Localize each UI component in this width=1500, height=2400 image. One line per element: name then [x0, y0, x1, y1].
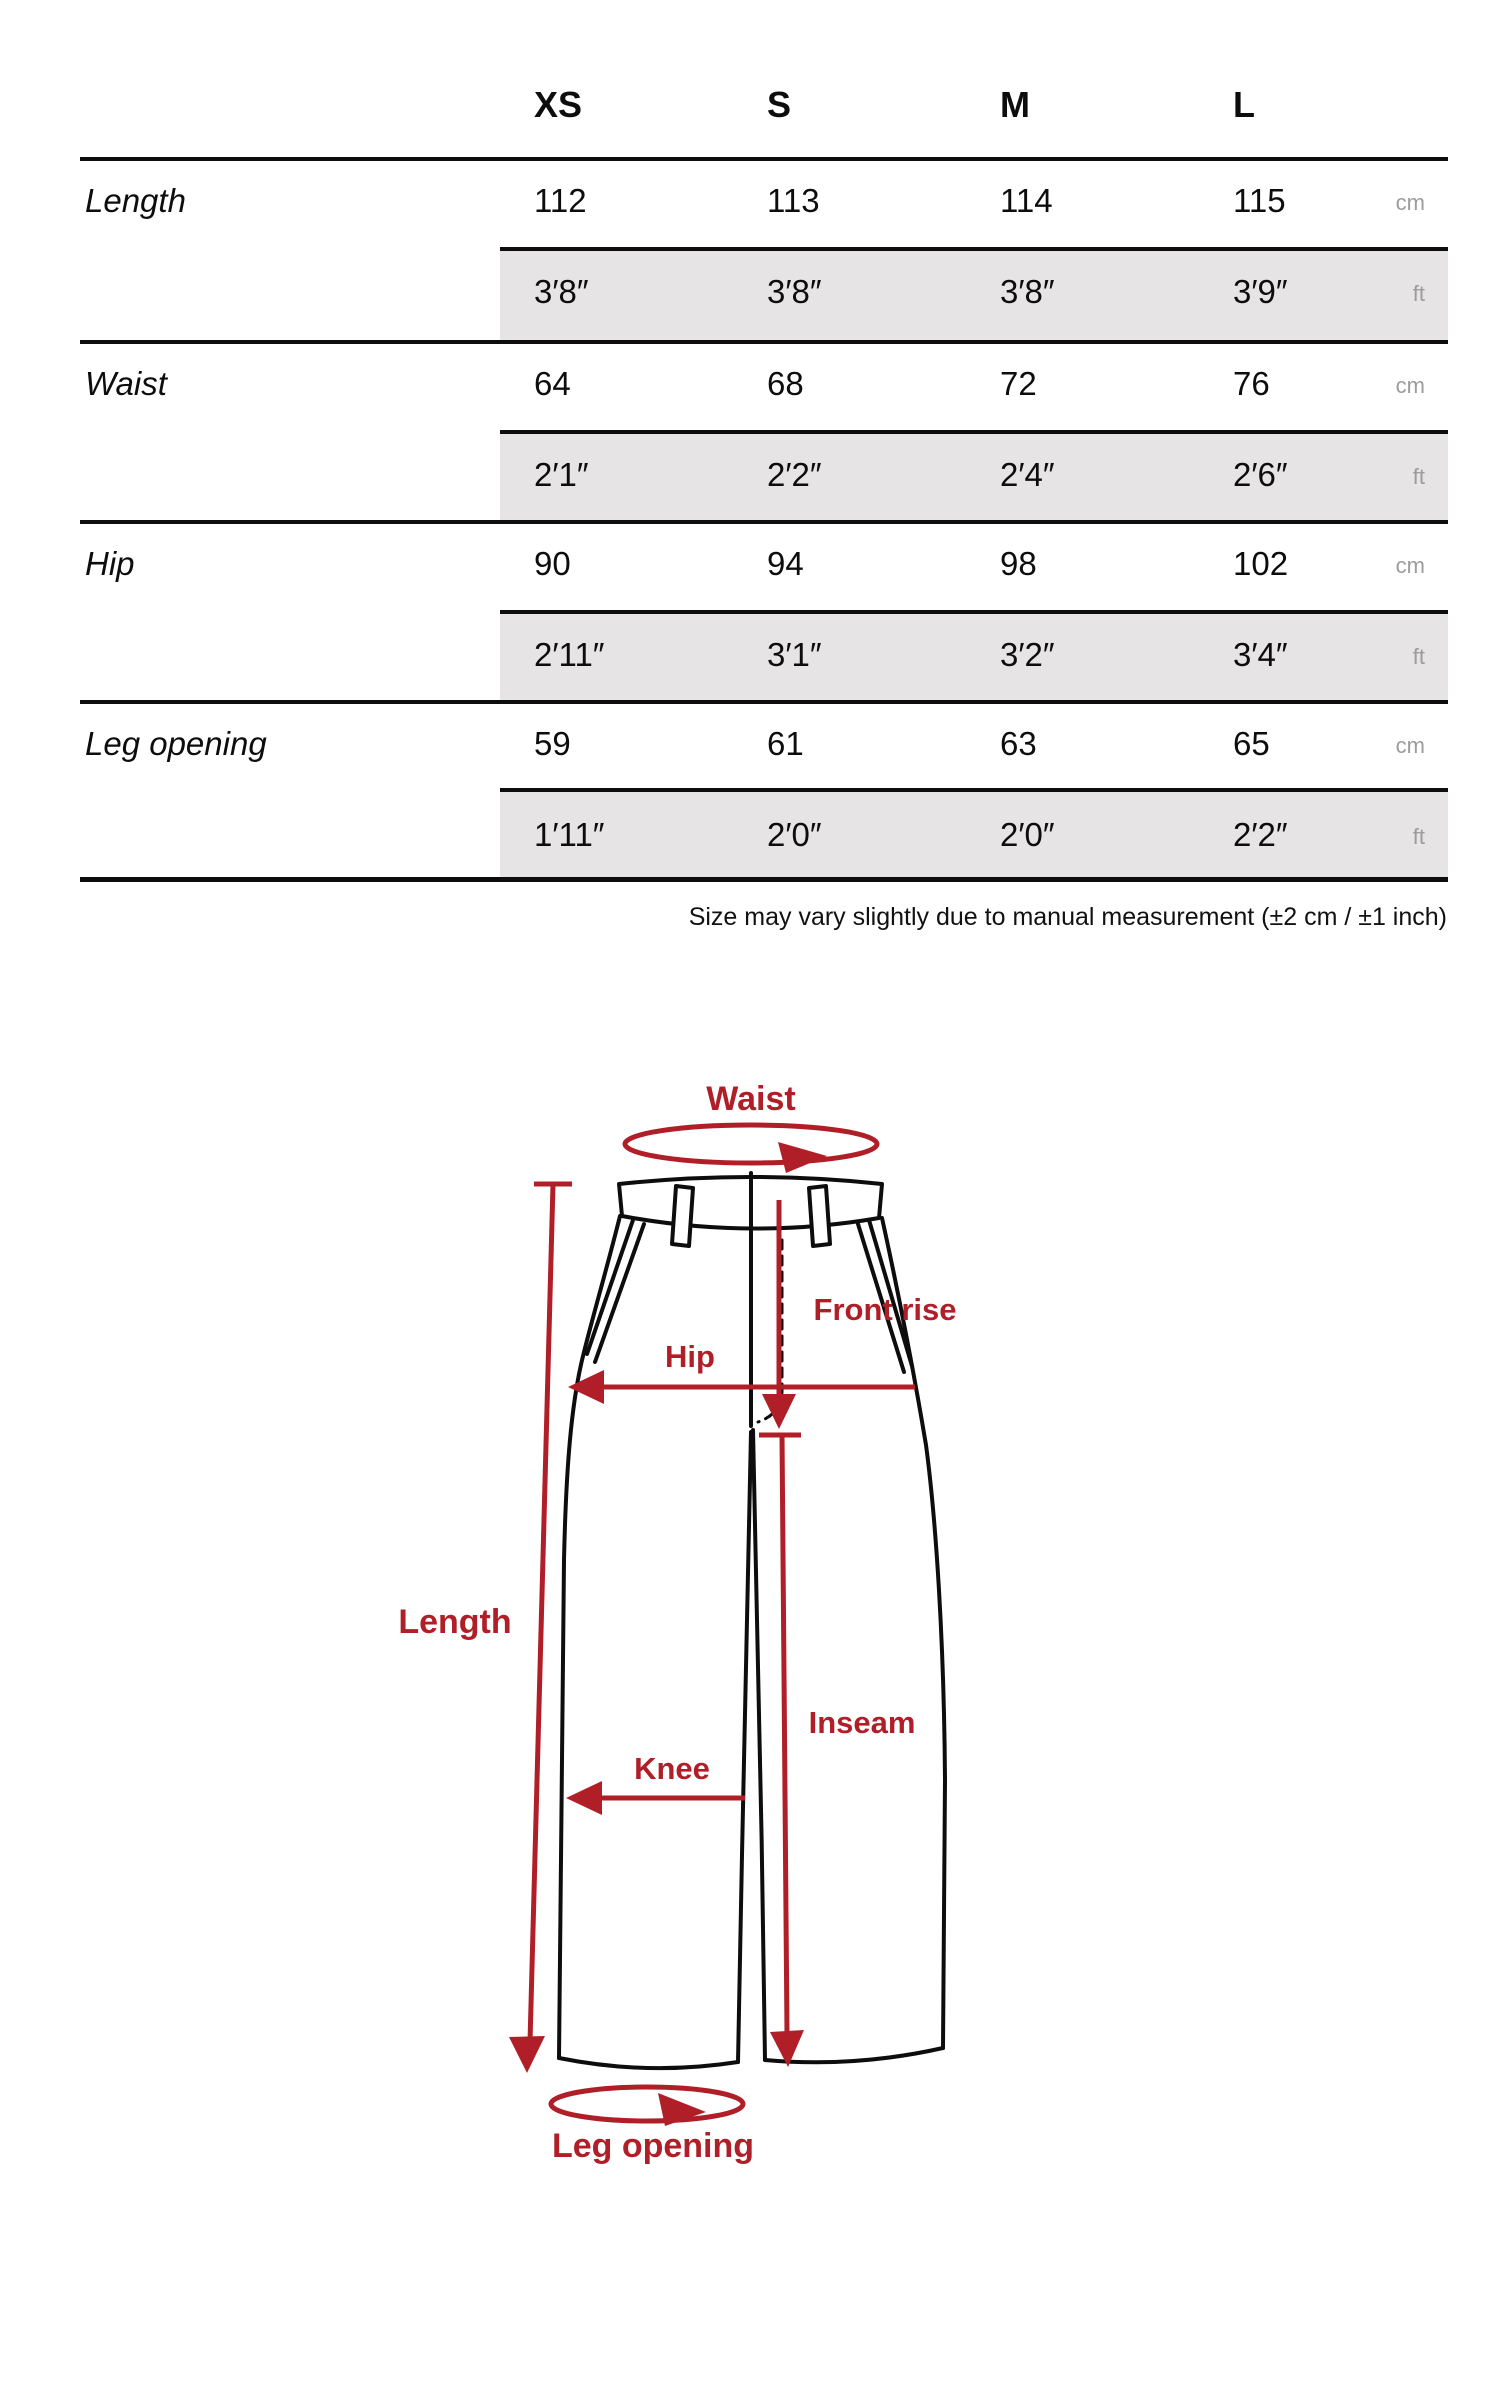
- cell-length-ft-m: 3′8″: [1000, 273, 1055, 310]
- leg-opening-arrow: [551, 2087, 743, 2126]
- column-header-s: S: [767, 84, 792, 125]
- column-header-xs: XS: [534, 84, 583, 125]
- cell-hip-cm-xs: 90: [534, 545, 571, 582]
- cell-hip-ft-s: 3′1″: [767, 636, 822, 673]
- row-label-waist: Waist: [85, 365, 167, 402]
- diagram-label-front-rise: Front rise: [813, 1292, 957, 1327]
- cell-legopening-ft-m: 2′0″: [1000, 816, 1055, 853]
- belt-loop-icon: [809, 1186, 830, 1246]
- cell-waist-ft-s: 2′2″: [767, 456, 822, 493]
- cell-waist-cm-l: 76: [1233, 365, 1270, 402]
- cell-hip-ft-l: 3′4″: [1233, 636, 1288, 673]
- cell-length-ft-l: 3′9″: [1233, 273, 1288, 310]
- arrowhead-down-icon: [762, 1394, 796, 1429]
- inseam-arrow: [770, 1435, 804, 2067]
- arrowhead-left-icon: [566, 1781, 602, 1815]
- cell-legopening-cm-xs: 59: [534, 725, 571, 762]
- cell-hip-ft-m: 3′2″: [1000, 636, 1055, 673]
- cell-legopening-cm-l: 65: [1233, 725, 1270, 762]
- diagram-label-leg-opening: Leg opening: [551, 2127, 755, 2165]
- cell-waist-cm-s: 68: [767, 365, 804, 402]
- cell-legopening-ft-s: 2′0″: [767, 816, 822, 853]
- cell-length-cm-s: 113: [767, 182, 820, 219]
- cell-length-ft-xs: 3′8″: [534, 273, 589, 310]
- cell-length-cm-xs: 112: [534, 182, 587, 219]
- row-label-hip: Hip: [85, 545, 135, 582]
- cell-waist-ft-m: 2′4″: [1000, 456, 1055, 493]
- unit-label-cm: cm: [1395, 733, 1425, 758]
- cell-length-cm-m: 114: [1000, 182, 1053, 219]
- cell-waist-ft-xs: 2′1″: [534, 456, 589, 493]
- unit-label-ft: ft: [1412, 644, 1425, 669]
- cell-legopening-ft-l: 2′2″: [1233, 816, 1288, 853]
- cell-length-cm-l: 115: [1233, 182, 1286, 219]
- cell-hip-ft-xs: 2′11″: [534, 636, 605, 673]
- row-label-leg-opening: Leg opening: [85, 725, 267, 762]
- cell-waist-ft-l: 2′6″: [1233, 456, 1288, 493]
- knee-arrow: [566, 1781, 745, 1815]
- belt-loop-icon: [672, 1186, 693, 1246]
- diagram-label-knee: Knee: [634, 1751, 710, 1786]
- row-label-length: Length: [85, 182, 186, 219]
- arrowhead-down-icon: [509, 2036, 545, 2073]
- diagram-label-waist: Waist: [706, 1080, 796, 1118]
- cell-waist-cm-xs: 64: [534, 365, 571, 402]
- diagram-label-length: Length: [398, 1603, 512, 1641]
- cell-hip-cm-m: 98: [1000, 545, 1037, 582]
- cell-legopening-cm-s: 61: [767, 725, 804, 762]
- diagram-label-inseam: Inseam: [808, 1705, 916, 1740]
- hip-arrow: [568, 1370, 915, 1404]
- unit-label-cm: cm: [1395, 373, 1425, 398]
- arrowhead-right-icon: [778, 1142, 827, 1173]
- measurement-note: Size may vary slightly due to manual measurement (±2 cm / ±1 inch): [688, 903, 1447, 931]
- unit-label-cm: cm: [1395, 553, 1425, 578]
- column-header-l: L: [1233, 84, 1255, 125]
- cell-legopening-cm-m: 63: [1000, 725, 1037, 762]
- unit-label-ft: ft: [1412, 824, 1425, 849]
- cell-legopening-ft-xs: 1′11″: [534, 816, 605, 853]
- column-header-m: M: [1000, 84, 1030, 125]
- unit-label-ft: ft: [1412, 281, 1425, 306]
- waist-circumference-arrow: [625, 1125, 877, 1173]
- unit-label-ft: ft: [1412, 464, 1425, 489]
- diagram-label-hip: Hip: [665, 1339, 715, 1374]
- cell-length-ft-s: 3′8″: [767, 273, 822, 310]
- cell-hip-cm-l: 102: [1233, 545, 1289, 582]
- unit-label-cm: cm: [1395, 190, 1425, 215]
- cell-waist-cm-m: 72: [1000, 365, 1037, 402]
- cell-hip-cm-s: 94: [767, 545, 804, 582]
